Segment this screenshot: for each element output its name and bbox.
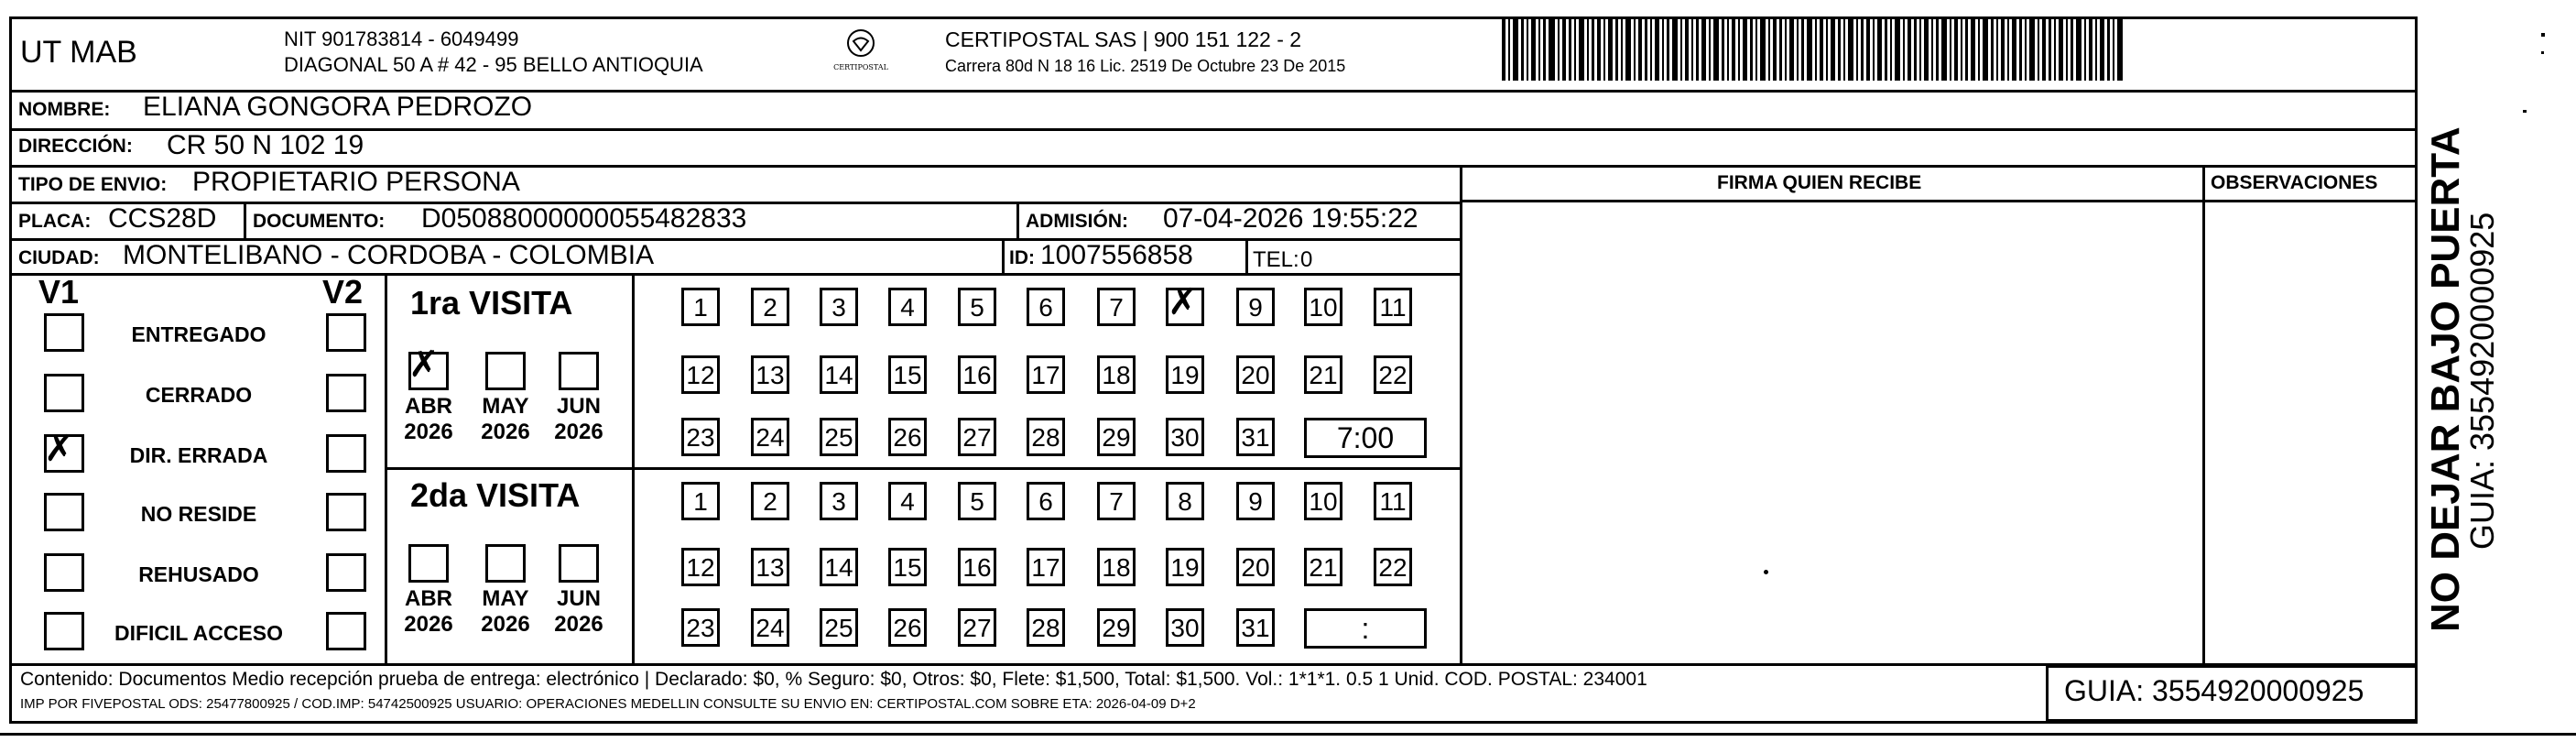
- barcode-bar: [1820, 16, 1823, 81]
- barcode-bar: [2001, 16, 2005, 81]
- second-visit-day[interactable]: 1: [681, 482, 720, 520]
- v2-checkbox[interactable]: [326, 434, 366, 473]
- admision-value: 07-04-2026 19:55:22: [1163, 203, 1418, 234]
- status-label: REHUSADO: [138, 562, 259, 586]
- barcode-bar: [1936, 16, 1939, 81]
- first-visit-day[interactable]: 17: [1027, 355, 1065, 394]
- barcode-bar: [1950, 16, 1951, 81]
- barcode-bar: [1558, 16, 1560, 81]
- barcode-bar: [1696, 16, 1699, 81]
- tel-label: TEL:: [1253, 247, 1299, 272]
- barcode-bar: [1743, 16, 1747, 81]
- barcode-bar: [2038, 16, 2039, 81]
- second-visit-day[interactable]: 23: [681, 608, 720, 647]
- barcode-bar: [1797, 16, 1799, 81]
- barcode-bar: [1755, 16, 1757, 81]
- barcode-bar: [1655, 16, 1659, 81]
- ciudad-label: CIUDAD:: [18, 247, 100, 268]
- first-visit-month-box[interactable]: [485, 352, 526, 390]
- barcode-bar: [1890, 16, 1892, 81]
- sender-address: DIAGONAL 50 A # 42 - 95 BELLO ANTIOQUIA: [284, 53, 703, 76]
- year-label: 2026: [481, 420, 530, 444]
- second-visit-day[interactable]: 14: [820, 548, 858, 586]
- first-visit-day[interactable]: 28: [1027, 418, 1065, 456]
- barcode-bar: [2042, 16, 2046, 81]
- barcode-bar: [1885, 16, 1887, 81]
- second-visit-day[interactable]: 11: [1374, 482, 1412, 520]
- barcode-bar: [1549, 16, 1555, 81]
- certipostal-logo: [824, 27, 897, 79]
- second-visit-title: 2da VISITA: [410, 476, 581, 514]
- second-visit-day[interactable]: 19: [1166, 548, 1204, 586]
- rule-id-sep: [1002, 238, 1005, 273]
- second-visit-day[interactable]: 30: [1166, 608, 1204, 647]
- barcode-bar: [2054, 16, 2056, 81]
- barcode-bar: [1773, 16, 1777, 81]
- barcode-bar: [1667, 16, 1669, 81]
- year-label: 2026: [554, 612, 603, 637]
- second-visit-day[interactable]: 6: [1027, 482, 1065, 520]
- status-label: DIFICIL ACCESO: [114, 621, 283, 645]
- barcode-bar: [1727, 16, 1729, 81]
- second-visit-day[interactable]: 8: [1166, 482, 1204, 520]
- first-visit-day[interactable]: 13: [751, 355, 789, 394]
- first-visit-day[interactable]: 10: [1304, 288, 1342, 326]
- barcode-bar: [1597, 16, 1601, 81]
- barcode-bar: [1691, 16, 1693, 81]
- barcode-bar: [1908, 16, 1911, 81]
- barcode-bar: [1750, 16, 1753, 81]
- barcode-bar: [1685, 16, 1689, 81]
- day-mark-icon: ✗: [1168, 281, 1199, 323]
- barcode-bar: [1621, 16, 1623, 81]
- barcode-bar: [1991, 16, 1994, 81]
- barcode-bar: [1732, 16, 1735, 81]
- scan-speck: [2541, 51, 2544, 54]
- month-mark-icon: ✗: [408, 344, 440, 386]
- barcode-bar: [2084, 16, 2086, 81]
- barcode-bar: [1843, 16, 1845, 81]
- barcode-bar: [1502, 16, 1505, 81]
- second-visit-day[interactable]: 26: [888, 608, 927, 647]
- barcode-bar: [1650, 16, 1652, 81]
- barcode-bar: [1625, 16, 1631, 81]
- first-visit-day[interactable]: 12: [681, 355, 720, 394]
- barcode-bar: [2049, 16, 2051, 81]
- rule-firma-left: [1460, 165, 1462, 665]
- second-visit-day[interactable]: 29: [1097, 608, 1136, 647]
- month-label: MAY: [482, 586, 529, 611]
- year-label: 2026: [404, 612, 453, 637]
- certipostal-logo-icon: [842, 27, 879, 59]
- barcode-bar: [1608, 16, 1613, 81]
- first-visit-day[interactable]: 29: [1097, 418, 1136, 456]
- first-visit-day[interactable]: 5: [958, 288, 996, 326]
- barcode-bar: [1961, 16, 1962, 81]
- first-visit-day[interactable]: 27: [958, 418, 996, 456]
- second-visit-day[interactable]: 2: [751, 482, 789, 520]
- first-visit-day[interactable]: 26: [888, 418, 927, 456]
- rule-admision-sep: [1016, 202, 1019, 240]
- second-visit-day[interactable]: 31: [1236, 608, 1275, 647]
- status-label: DIR. ERRADA: [129, 443, 268, 467]
- year-label: 2026: [554, 420, 603, 444]
- year-label: 2026: [481, 612, 530, 637]
- barcode-bar: [1895, 16, 1900, 81]
- scan-speck: [1764, 570, 1768, 574]
- v1-checkbox[interactable]: [44, 553, 84, 592]
- barcode-bar: [1877, 16, 1882, 81]
- first-visit-day[interactable]: 6: [1027, 288, 1065, 326]
- rule-firma-header: [1460, 200, 2418, 202]
- second-visit-day[interactable]: 9: [1236, 482, 1275, 520]
- status-label: NO RESIDE: [140, 502, 257, 526]
- first-visit-title: 1ra VISITA: [410, 284, 573, 322]
- certipostal-logo-text: CERTIPOSTAL: [833, 63, 888, 71]
- month-label: ABR: [405, 586, 452, 611]
- second-visit-day[interactable]: 15: [888, 548, 927, 586]
- second-visit-day[interactable]: 13: [751, 548, 789, 586]
- barcode-bar: [1634, 16, 1636, 81]
- barcode-bar: [2076, 16, 2081, 81]
- second-visit-day[interactable]: 18: [1097, 548, 1136, 586]
- barcode-bar: [1789, 16, 1794, 81]
- barcode-bar: [1603, 16, 1605, 81]
- v1-checkbox[interactable]: [44, 493, 84, 531]
- barcode-bar: [2117, 16, 2123, 81]
- first-visit-day[interactable]: 15: [888, 355, 927, 394]
- barcode-bar: [1866, 16, 1870, 81]
- v1-label: V1: [38, 273, 80, 311]
- barcode-bar: [2100, 16, 2104, 81]
- v1-checkbox[interactable]: [44, 313, 84, 352]
- guia-box-text: GUIA: 3554920000925: [2064, 674, 2364, 707]
- barcode-bar: [2019, 16, 2022, 81]
- second-visit-day[interactable]: 4: [888, 482, 927, 520]
- first-visit-time-box[interactable]: 7:00: [1304, 418, 1427, 458]
- rule-direccion: [9, 128, 2418, 131]
- first-visit-day[interactable]: 31: [1236, 418, 1275, 456]
- barcode-bar: [2113, 16, 2114, 81]
- barcode-bar: [1672, 16, 1678, 81]
- v2-label: V2: [322, 273, 364, 311]
- rule-tel-sep: [1245, 238, 1248, 273]
- side-guia: GUIA: 3554920000925: [2463, 212, 2501, 550]
- nombre-value: ELIANA GONGORA PEDROZO: [143, 92, 533, 122]
- barcode-bar: [1615, 16, 1618, 81]
- first-visit-day[interactable]: 23: [681, 418, 720, 456]
- barcode-bar: [1831, 16, 1835, 81]
- barcode-bar: [1971, 16, 1975, 81]
- first-visit-day[interactable]: 9: [1236, 288, 1275, 326]
- barcode-bar: [1592, 16, 1594, 81]
- barcode-bar: [2089, 16, 2092, 81]
- barcode-bar: [1531, 16, 1536, 81]
- second-visit-day[interactable]: 21: [1304, 548, 1342, 586]
- barcode-bar: [1662, 16, 1664, 81]
- barcode-bar: [1562, 16, 1566, 81]
- documento-label: DOCUMENTO:: [253, 211, 386, 232]
- barcode-bar: [1815, 16, 1817, 81]
- barcode-bar: [1856, 16, 1858, 81]
- placa-label: PLACA:: [18, 211, 92, 232]
- first-visit-day[interactable]: 22: [1374, 355, 1412, 394]
- second-visit-day[interactable]: 17: [1027, 548, 1065, 586]
- barcode-bar: [1722, 16, 1724, 81]
- barcode-bar: [2071, 16, 2073, 81]
- first-visit-day[interactable]: 18: [1097, 355, 1136, 394]
- barcode-bar: [1826, 16, 1828, 81]
- barcode-bar: [2066, 16, 2068, 81]
- barcode-bar: [1645, 16, 1647, 81]
- nombre-label: NOMBRE:: [18, 99, 111, 120]
- first-visit-day[interactable]: 19: [1166, 355, 1204, 394]
- barcode-bar: [1680, 16, 1682, 81]
- barcode-bar: [1919, 16, 1921, 81]
- second-visit-month-box[interactable]: [559, 544, 599, 583]
- month-label: MAY: [482, 394, 529, 419]
- barcode-bar: [1508, 16, 1510, 81]
- second-visit-day[interactable]: 5: [958, 482, 996, 520]
- second-visit-day[interactable]: 12: [681, 548, 720, 586]
- first-visit-day[interactable]: 2: [751, 288, 789, 326]
- first-visit-day[interactable]: 1: [681, 288, 720, 326]
- first-visit-day[interactable]: 3: [820, 288, 858, 326]
- v1-mark-icon: ✗: [44, 428, 75, 470]
- tipo-value: PROPIETARIO PERSONA: [192, 167, 520, 197]
- v2-checkbox[interactable]: [326, 612, 366, 650]
- direccion-value: CR 50 N 102 19: [167, 130, 364, 160]
- first-visit-day[interactable]: 24: [751, 418, 789, 456]
- second-visit-day[interactable]: 7: [1097, 482, 1136, 520]
- barcode-bar: [1983, 16, 1988, 81]
- barcode-bar: [2025, 16, 2027, 81]
- barcode-bar: [1848, 16, 1853, 81]
- barcode-bar: [1965, 16, 1968, 81]
- barcode-bar: [2012, 16, 2016, 81]
- barcode-bar: [1760, 16, 1766, 81]
- barcode-bar: [1779, 16, 1782, 81]
- observaciones-label: OBSERVACIONES: [2211, 172, 2378, 193]
- barcode-bar: [1924, 16, 1929, 81]
- first-visit-day[interactable]: 14: [820, 355, 858, 394]
- barcode-bar: [1574, 16, 1576, 81]
- barcode-bar: [1579, 16, 1584, 81]
- courier-line: CERTIPOSTAL SAS | 900 151 122 - 2: [945, 27, 1302, 51]
- barcode-bar: [2095, 16, 2097, 81]
- barcode-bar: [1569, 16, 1571, 81]
- barcode-bar: [1861, 16, 1864, 81]
- barcode-bar: [1701, 16, 1706, 81]
- rule-placa-sep: [244, 202, 246, 240]
- barcode-bar: [1587, 16, 1589, 81]
- second-visit-day[interactable]: 16: [958, 548, 996, 586]
- barcode-bar: [1873, 16, 1875, 81]
- barcode-bar: [1807, 16, 1812, 81]
- barcode-bar: [1709, 16, 1711, 81]
- second-visit-month-box[interactable]: [485, 544, 526, 583]
- firma-label: FIRMA QUIEN RECIBE: [1717, 172, 1922, 193]
- nit-line: NIT 901783814 - 6049499: [284, 27, 519, 50]
- barcode-bar: [1543, 16, 1546, 81]
- company-name: UT MAB: [20, 35, 137, 70]
- v1-checkbox[interactable]: [44, 374, 84, 412]
- placa-value: CCS28D: [108, 203, 217, 234]
- barcode-bar: [1954, 16, 1958, 81]
- second-visit-day[interactable]: 22: [1374, 548, 1412, 586]
- second-visit-day[interactable]: 24: [751, 608, 789, 647]
- scan-speck: [2541, 33, 2545, 37]
- ciudad-value: MONTELIBANO - CORDOBA - COLOMBIA: [123, 240, 655, 270]
- barcode-bar: [1914, 16, 1917, 81]
- month-label: ABR: [405, 394, 452, 419]
- license-line: Carrera 80d N 18 16 Lic. 2519 De Octubre 23 De 2015: [945, 57, 1346, 75]
- first-visit-day[interactable]: 21: [1304, 355, 1342, 394]
- second-visit-day[interactable]: 28: [1027, 608, 1065, 647]
- barcode-bar: [1521, 16, 1524, 81]
- barcode-bar: [2107, 16, 2110, 81]
- first-visit-month-box[interactable]: [559, 352, 599, 390]
- barcode-bar: [1941, 16, 1947, 81]
- first-visit-day[interactable]: 4: [888, 288, 927, 326]
- month-label: JUN: [556, 586, 601, 611]
- first-visit-day[interactable]: 11: [1374, 288, 1412, 326]
- v1-checkbox[interactable]: [44, 612, 84, 650]
- barcode-bar: [2059, 16, 2063, 81]
- direccion-label: DIRECCIÓN:: [18, 136, 133, 157]
- second-visit-day[interactable]: 10: [1304, 482, 1342, 520]
- tel-value: 0: [1300, 247, 1313, 272]
- barcode-bar: [1785, 16, 1787, 81]
- second-visit-day[interactable]: 20: [1236, 548, 1275, 586]
- rule-visits-mid: [385, 467, 1460, 470]
- second-visit-day[interactable]: 25: [820, 608, 858, 647]
- first-visit-day[interactable]: 30: [1166, 418, 1204, 456]
- v2-checkbox[interactable]: [326, 493, 366, 531]
- first-visit-day[interactable]: 16: [958, 355, 996, 394]
- second-visit-month-box[interactable]: [408, 544, 449, 583]
- bottom-rule: [0, 733, 2576, 736]
- id-label: ID:: [1009, 247, 1035, 268]
- contenido-line: Contenido: Documentos Medio recepción prueba de entrega: electrónico | Declarado: $0, % Seguro: $0, Otros: $0, Flete: $1,500, Total: $1,500. Vol.: 1*1*1. 0.5 1 Unid. COD. POSTAL: 234001: [20, 669, 1647, 690]
- month-label: JUN: [556, 394, 601, 419]
- barcode-bar: [1903, 16, 1905, 81]
- id-value: 1007556858: [1040, 240, 1193, 270]
- barcode-bar: [1738, 16, 1740, 81]
- shipment-barcode: [1502, 16, 2225, 81]
- barcode-bar: [1713, 16, 1719, 81]
- rule-ciudad-bottom: [9, 273, 1460, 276]
- imp-line: IMP POR FIVEPOSTAL ODS: 25477800925 / COD.IMP: 54742500925 USUARIO: OPERACIONES MEDELLIN CONSULTE SU ENVIO EN: CERTIPOSTAL.COM SOBRE ETA: 2026-04-09 D+2: [20, 696, 1196, 712]
- barcode-bar: [1527, 16, 1528, 81]
- barcode-bar: [1538, 16, 1540, 81]
- documento-value: D05088000000055482833: [421, 203, 747, 234]
- barcode-bar: [1801, 16, 1804, 81]
- barcode-bar: [1768, 16, 1770, 81]
- barcode-bar: [1513, 16, 1518, 81]
- no-dejar-bajo-puerta: NO DEJAR BAJO PUERTA: [2423, 126, 2468, 632]
- tipo-label: TIPO DE ENVIO:: [18, 174, 168, 195]
- barcode-bar: [1978, 16, 1980, 81]
- v2-checkbox[interactable]: [326, 374, 366, 412]
- second-visit-day[interactable]: 27: [958, 608, 996, 647]
- status-label: CERRADO: [145, 383, 253, 407]
- status-label: ENTREGADO: [131, 322, 266, 346]
- barcode-bar: [2007, 16, 2009, 81]
- v2-checkbox[interactable]: [326, 553, 366, 592]
- scan-speck: [2523, 110, 2527, 113]
- barcode-bar: [1838, 16, 1841, 81]
- barcode-bar: [1931, 16, 1933, 81]
- first-visit-day[interactable]: 7: [1097, 288, 1136, 326]
- admision-label: ADMISIÓN:: [1026, 211, 1128, 232]
- year-label: 2026: [404, 420, 453, 444]
- second-visit-time-box[interactable]: :: [1304, 608, 1427, 649]
- second-visit-day[interactable]: 3: [820, 482, 858, 520]
- v2-checkbox[interactable]: [326, 313, 366, 352]
- rule-obs-left: [2202, 165, 2205, 665]
- barcode-bar: [1996, 16, 1998, 81]
- barcode-bar: [2029, 16, 2035, 81]
- barcode-bar: [1638, 16, 1642, 81]
- first-visit-day[interactable]: 25: [820, 418, 858, 456]
- first-visit-day[interactable]: 20: [1236, 355, 1275, 394]
